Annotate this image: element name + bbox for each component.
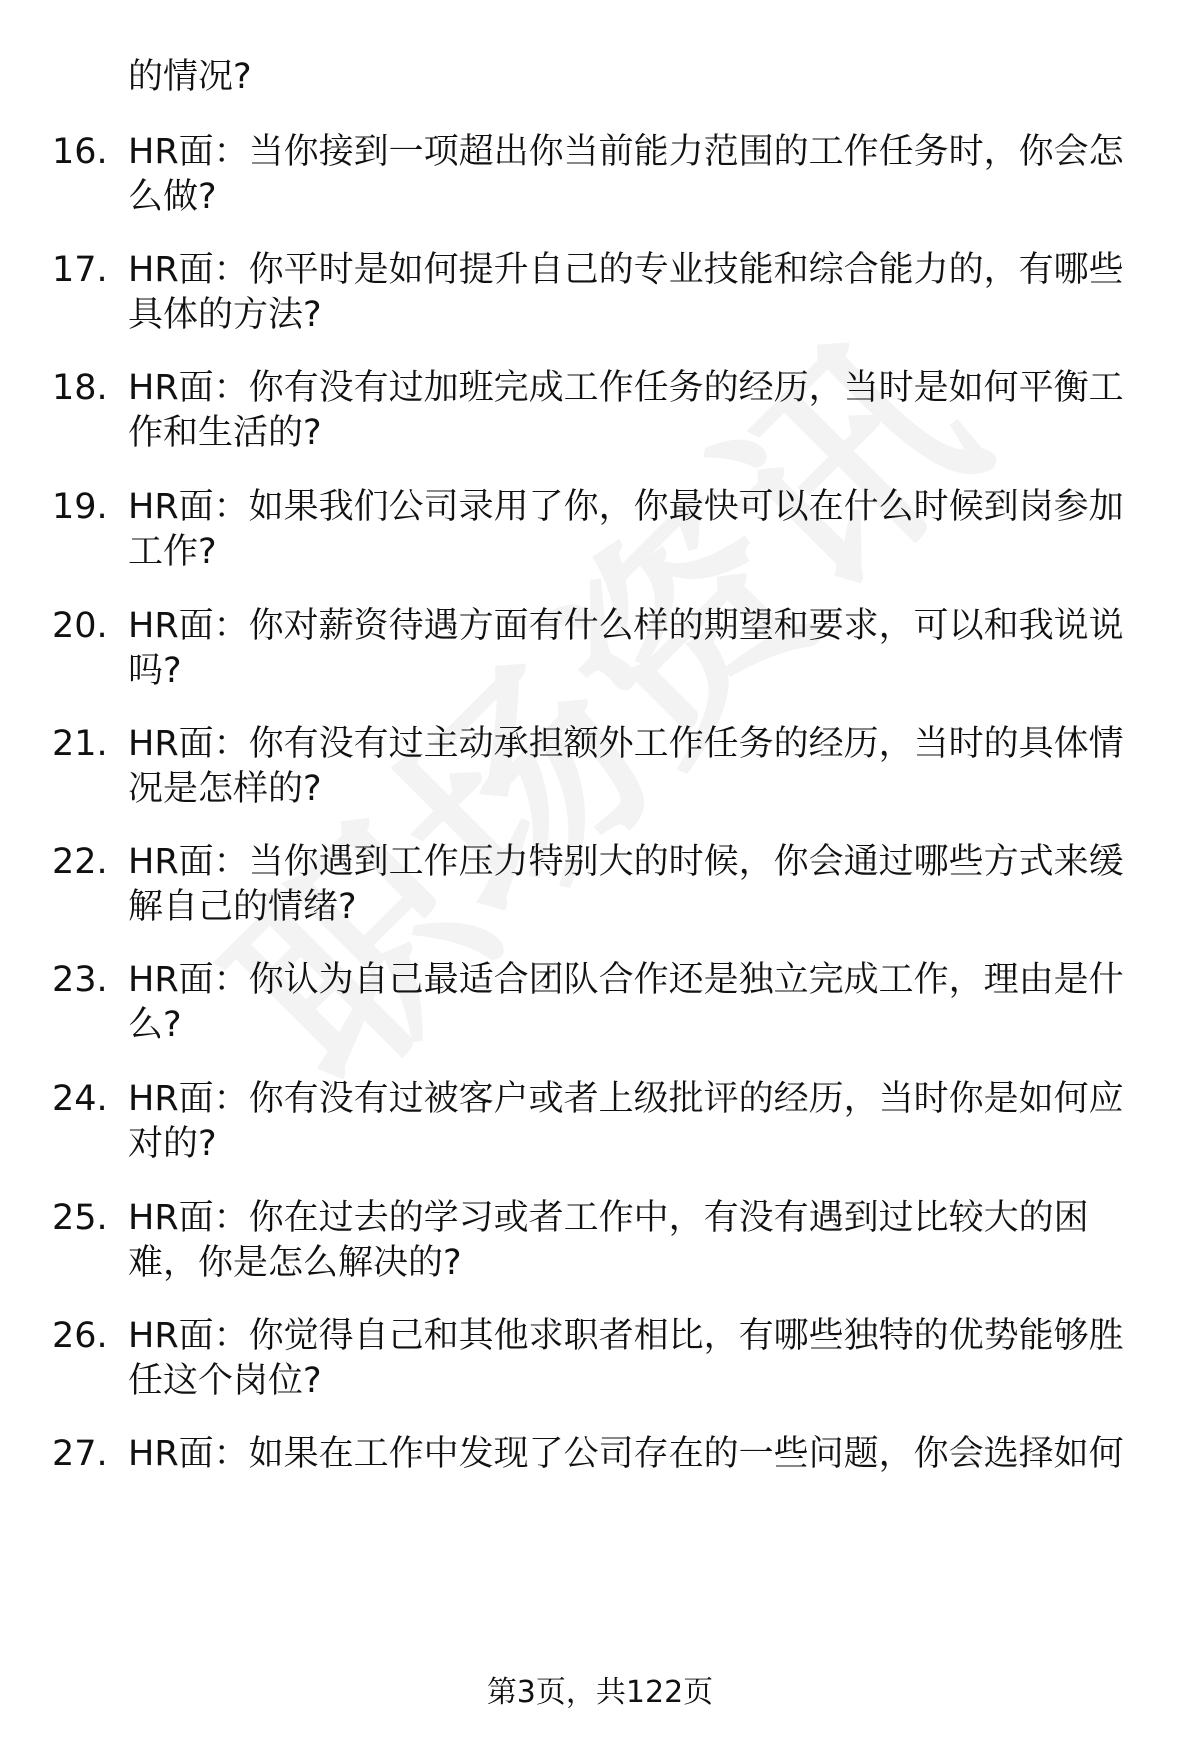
item-text: HR面：如果我们公司录用了你，你最快可以在什么时候到岗参加工作?	[128, 487, 1124, 572]
item-text: HR面：你对薪资待遇方面有什么样的期望和要求，可以和我说说吗?	[128, 606, 1124, 691]
item-text: HR面：你认为自己最适合团队合作还是独立完成工作，理由是什么?	[128, 960, 1124, 1045]
item-number: 27.	[52, 1434, 108, 1474]
item-number: 16.	[52, 132, 108, 172]
item-text: HR面：你平时是如何提升自己的专业技能和综合能力的，有哪些具体的方法?	[128, 250, 1124, 335]
item-text: HR面：你觉得自己和其他求职者相比，有哪些独特的优势能够胜任这个岗位?	[128, 1316, 1124, 1401]
item-number: 26.	[52, 1316, 108, 1356]
item-number: 21.	[52, 724, 108, 764]
item-text: HR面：你有没有过主动承担额外工作任务的经历，当时的具体情况是怎样的?	[128, 724, 1124, 809]
item-number: 17.	[52, 250, 108, 290]
item-text: HR面：当你遇到工作压力特别大的时候，你会通过哪些方式来缓解自己的情绪?	[128, 842, 1124, 927]
item-text: HR面：你有没有过加班完成工作任务的经历，当时是如何平衡工作和生活的?	[128, 368, 1124, 453]
item-text: 的情况?	[128, 57, 252, 97]
item-text: HR面：你在过去的学习或者工作中，有没有遇到过比较大的困难，你是怎么解决的?	[128, 1198, 1089, 1283]
item-number: 18.	[52, 368, 108, 408]
item-number: 23.	[52, 960, 108, 1000]
item-number: 24.	[52, 1079, 108, 1119]
item-text: HR面：当你接到一项超出你当前能力范围的工作任务时，你会怎么做?	[128, 132, 1124, 217]
item-number: 22.	[52, 842, 108, 882]
item-number: 20.	[52, 606, 108, 646]
item-text: HR面：如果在工作中发现了公司存在的一些问题，你会选择如何	[128, 1434, 1124, 1474]
item-number: 19.	[52, 487, 108, 527]
item-number: 25.	[52, 1198, 108, 1238]
page-number: 第3页，共122页	[486, 1675, 714, 1710]
item-text: HR面：你有没有过被客户或者上级批评的经历，当时你是如何应对的?	[128, 1079, 1124, 1164]
